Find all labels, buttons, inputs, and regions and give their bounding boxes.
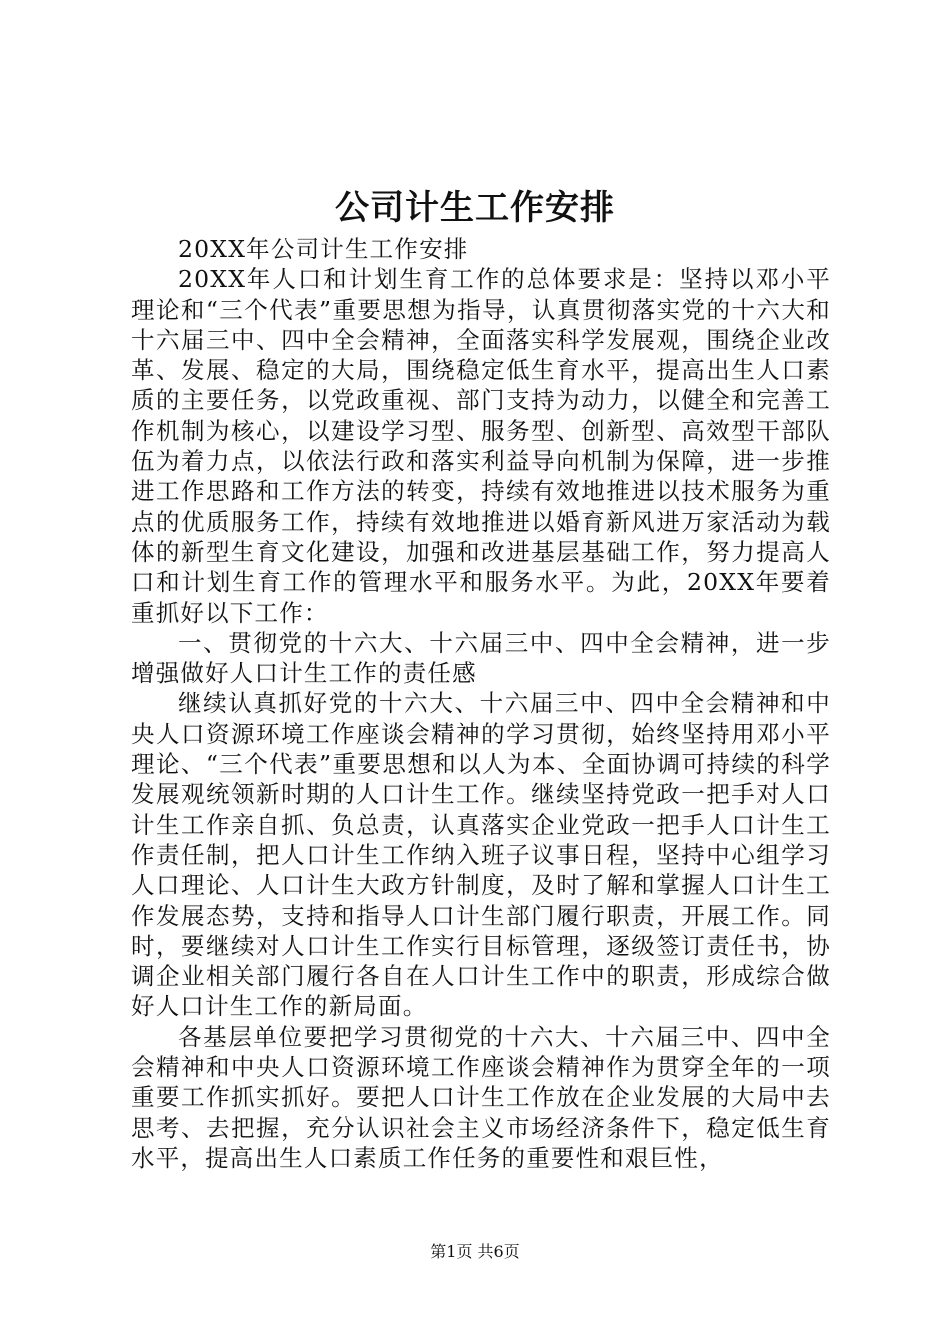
body-paragraph: 各基层单位要把学习贯彻党的十六大、十六届三中、四中全会精神和中央人口资源环境工作座谈会精神作为贯穿全年的一项重要工作抓实抓好。要把人口计生工作放在企业发展的大局中去思考、去把握，充分认识社会主义市场经济条件下，稳定低生育水平，提高出生人口素质工作任务的重要性和艰巨性， bbox=[131, 1022, 831, 1172]
page-footer: 第1页 共6页 bbox=[430, 1242, 520, 1261]
document-title: 公司计生工作安排 bbox=[335, 188, 615, 228]
section-heading-paragraph: 一、贯彻党的十六大、十六届三中、四中全会精神，进一步增强做好人口计生工作的责任感 bbox=[131, 628, 831, 688]
document-body bbox=[131, 234, 831, 1173]
body-paragraph: 20XX年人口和计划生育工作的总体要求是：坚持以邓小平理论和“三个代表”重要思想为指导，认真贯彻落实党的十六大和十六届三中、四中全会精神，全面落实科学发展观，围绕企业改革、发展、稳定的大局，围绕稳定低生育水平，提高出生人口素质的主要任务，以党政重视、部门支持为动力，以健全和完善工作机制为核心，以建设学习型、服务型、创新型、高效型干部队伍为着力点，以依法行政和落实利益导向机制为保障，进一步推进工作思路和工作方法的转变，持续有效地推进以技术服务为重点的优质服务工作，持续有效地推进以婚育新风进万家活动为载体的新型生育文化建设，加强和改进基层基础工作，努力提高人口和计划生育工作的管理水平和服务水平。为此，20XX年要着重抓好以下工作： bbox=[131, 265, 831, 627]
subtitle-paragraph: 20XX年公司计生工作安排 bbox=[178, 235, 469, 263]
body-paragraph: 继续认真抓好党的十六大、十六届三中、四中全会精神和中央人口资源环境工作座谈会精神的学习贯彻，始终坚持用邓小平理论、“三个代表”重要思想和以人为本、全面协调可持续的科学发展观统领新时期的人口计生工作。继续坚持党政一把手对人口计生工作亲自抓、负总责，认真落实企业党政一把手人口计生工作责任制，把人口计生工作纳入班子议事日程，坚持中心组学习人口理论、人口计生大政方针制度，及时了解和掌握人口计生工作发展态势，支持和指导人口计生部门履行职责，开展工作。同时，要继续对人口计生工作实行目标管理，逐级签订责任书，协调企业相关部门履行各自在人口计生工作中的职责，形成综合做好人口计生工作的新局面。 bbox=[131, 689, 831, 1021]
